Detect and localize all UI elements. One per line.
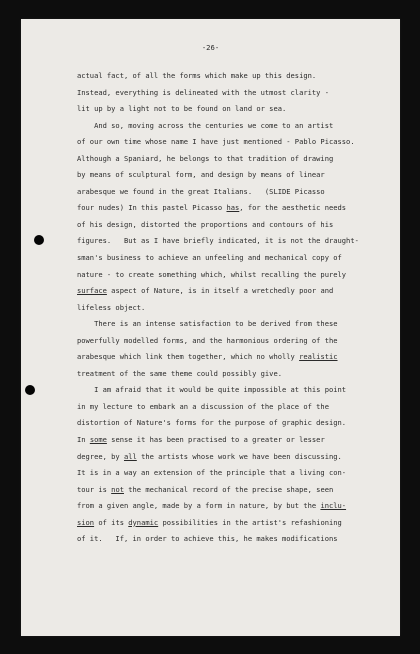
punch-hole-bottom <box>25 385 35 395</box>
text-line <box>77 267 407 284</box>
text-segment: of our own time whose name I have just mentioned - Pablo Picasso. <box>77 137 355 147</box>
underlined-word: all <box>123 451 137 461</box>
text-line <box>77 167 407 184</box>
text-line <box>77 382 407 399</box>
text-line <box>77 151 407 168</box>
underlined-word: sion <box>77 517 95 527</box>
text-segment: sense it has been practised to a greater or lesser <box>106 435 325 445</box>
text-segment: in my lecture to embark an a discussion of the place of the <box>77 401 329 411</box>
text-segment: of its <box>94 517 129 527</box>
underlined-word: dynamic <box>128 517 159 527</box>
text-line <box>77 184 407 201</box>
underlined-word: inclu- <box>320 501 347 511</box>
underlined-word: not <box>111 484 124 494</box>
text-segment: four nudes) In this pastel Picasso <box>77 203 227 213</box>
text-line <box>77 316 407 333</box>
text-segment: There is an intense satisfaction to be derived from these <box>77 319 338 329</box>
text-segment: of it. If, in order to achieve this, he makes modifications <box>77 534 338 544</box>
text-line <box>77 349 407 366</box>
text-segment: actual fact, of all the forms which make up this design. <box>77 71 317 80</box>
text-line <box>77 366 407 383</box>
text-line <box>77 515 407 532</box>
text-segment: powerfully modelled forms, and the harmonious ordering of the <box>77 335 338 345</box>
text-line <box>77 531 407 548</box>
text-line <box>77 415 407 432</box>
text-line <box>77 250 407 267</box>
text-segment: aspect of Nature, is in itself a wretchedly poor and <box>106 286 334 296</box>
text-line <box>77 118 407 135</box>
text-line <box>77 233 407 250</box>
underlined-word: realistic <box>299 352 338 362</box>
text-segment: , for the aesthetic needs <box>239 203 347 213</box>
text-segment: Instead, everything is delineated with the utmost clarity - <box>77 87 329 97</box>
text-segment: arabesque we found in the great Italians. (SLIDE Picasso <box>77 186 325 196</box>
text-line <box>77 68 407 85</box>
text-segment: the artists whose work we have been discussing. <box>136 451 342 461</box>
text-line <box>77 333 407 350</box>
text-segment: lit up by a light not to be found on land or sea. <box>77 104 287 114</box>
text-line <box>77 432 407 449</box>
underlined-word: has <box>226 203 240 213</box>
text-segment: distortion of Nature's forms for the purpose of graphic design. <box>77 418 347 428</box>
text-segment: the mechanical record of the precise shape, seen <box>123 484 334 494</box>
text-line <box>77 482 407 499</box>
text-segment: tour is <box>77 484 112 494</box>
text-segment: In <box>77 435 90 445</box>
text-line <box>77 498 407 515</box>
page-number: -26- <box>201 43 220 52</box>
text-line <box>77 449 407 466</box>
text-segment: arabesque which link them together, which no wholly <box>77 352 300 362</box>
punch-hole-top <box>34 235 44 245</box>
text-line <box>77 465 407 482</box>
text-line <box>77 300 407 317</box>
text-segment: possibilities in the artist's refashioning <box>158 517 342 527</box>
text-segment: by means of sculptural form, and design by means of linear <box>77 170 325 180</box>
text-segment: nature - to create something which, whilst recalling the purely <box>77 269 347 279</box>
text-line <box>77 101 407 118</box>
text-segment: figures. But as I have briefly indicated, it is not the draught- <box>77 236 359 246</box>
text-segment: treatment of the same theme could possibly give. <box>77 368 282 378</box>
text-segment: It is in a way an extension of the principle that a living con- <box>77 468 347 478</box>
text-segment: sman's business to achieve an unfeeling and mechanical copy of <box>77 253 342 263</box>
text-segment: Although a Spaniard, he belongs to that tradition of drawing <box>77 153 334 163</box>
text-segment: of his design, distorted the proportions and contours of his <box>77 219 334 229</box>
text-line <box>77 283 407 300</box>
text-segment: I am afraid that it would be quite impossible at this point <box>77 385 347 395</box>
text-segment: from a given angle, made by a form in nature, by but the <box>77 501 321 511</box>
text-line <box>77 217 407 234</box>
text-line <box>77 200 407 217</box>
underlined-word: some <box>89 435 107 445</box>
text-segment: lifeless object. <box>77 302 146 312</box>
underlined-word: surface <box>77 286 107 296</box>
text-segment: degree, by <box>77 451 124 461</box>
body-text <box>77 68 407 548</box>
text-segment: And so, moving across the centuries we come to an artist <box>77 120 334 130</box>
text-line <box>77 85 407 102</box>
document-page <box>21 19 400 636</box>
text-line <box>77 399 407 416</box>
text-line <box>77 134 407 151</box>
